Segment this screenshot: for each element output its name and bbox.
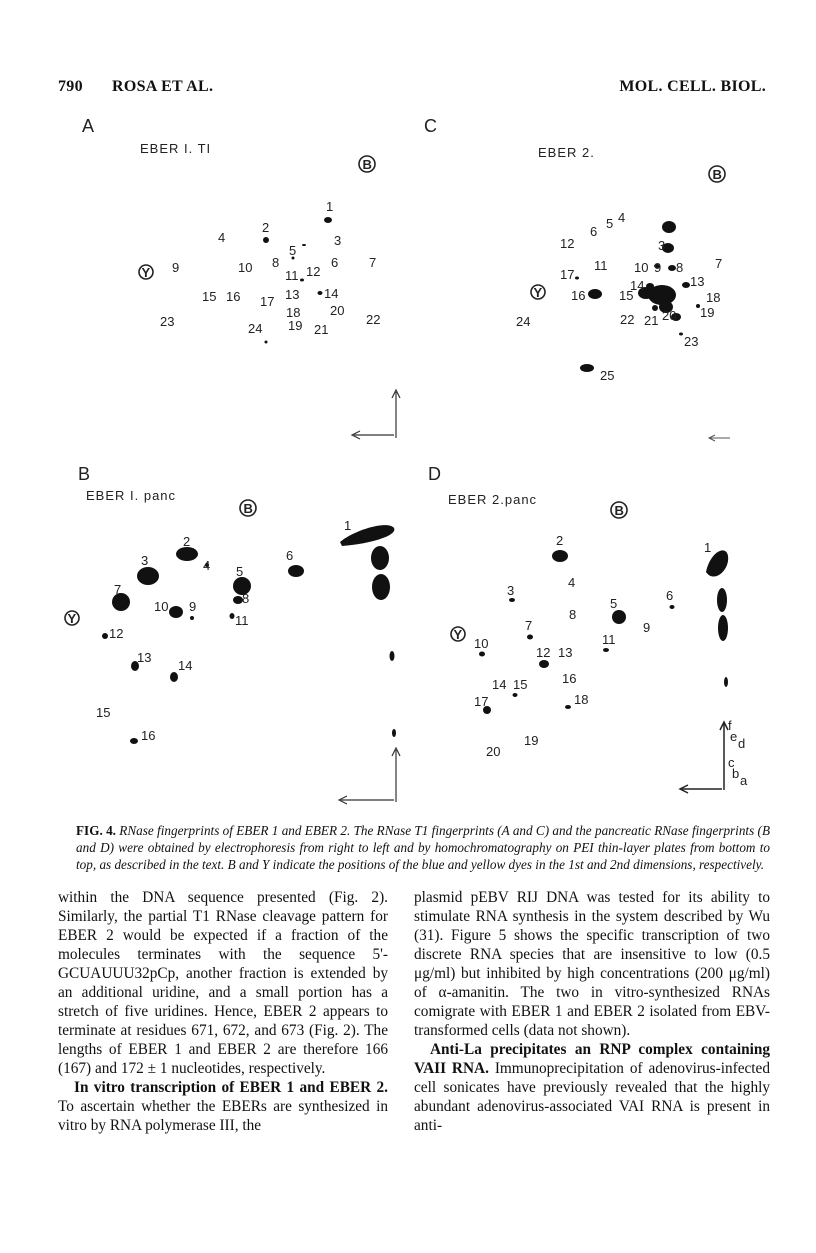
blue-dye-marker xyxy=(359,156,375,172)
figure-caption-lead: FIG. 4. xyxy=(76,823,116,838)
svg-text:B: B xyxy=(362,157,372,172)
panel-d-title: EBER 2.panc xyxy=(448,492,538,507)
spot-c-19: 19 xyxy=(700,305,715,320)
spot-c-4: 4 xyxy=(618,210,626,225)
spot-b-5: 5 xyxy=(236,564,244,579)
spot-a-10: 10 xyxy=(238,260,253,275)
spot-d-6: 6 xyxy=(666,588,674,603)
spot-c-15: 15 xyxy=(619,288,634,303)
ladder-labels-d xyxy=(728,718,748,788)
spot-a-7: 7 xyxy=(369,255,377,270)
running-head-journal: MOL. CELL. BIOL. xyxy=(619,78,766,95)
direction-arrows-a xyxy=(352,390,400,439)
figure-caption-text: RNase fingerprints of EBER 1 and EBER 2. The RNase T1 fingerprints (A and C) and the pancreatic RNase fingerprints (B and D) were obtained by electrophoresis from right to left and by homochromatography on PEI thin-layer plates from bottom to top, as described in the text. B and Y indicate the positions of the blue and yellow dyes in the 1st and 2nd dimensions, respectively. xyxy=(76,823,771,872)
spot-c-17: 17 xyxy=(560,267,575,282)
spot-c-5: 5 xyxy=(606,216,614,231)
spot-c-8: 8 xyxy=(676,260,684,275)
spot-d-14: 14 xyxy=(492,677,507,692)
spot-a-12: 12 xyxy=(306,264,321,279)
spot-d-20: 20 xyxy=(486,744,501,759)
spot-c-13: 13 xyxy=(690,274,705,289)
svg-text:Y: Y xyxy=(67,611,77,626)
figure-panel-d xyxy=(410,460,760,812)
spot-d-12: 12 xyxy=(536,645,551,660)
svg-text:c: c xyxy=(728,755,735,770)
spot-a-11: 11 xyxy=(285,268,299,283)
panel-b-svg xyxy=(58,460,408,812)
svg-text:e: e xyxy=(730,729,738,744)
spot-c-23: 23 xyxy=(684,334,699,349)
spot-d-9: 9 xyxy=(643,620,651,635)
spot-d-2: 2 xyxy=(556,533,564,548)
blue-dye-marker xyxy=(611,502,627,518)
spot-d-10: 10 xyxy=(474,636,489,651)
svg-text:B: B xyxy=(243,501,253,516)
svg-text:f: f xyxy=(728,718,732,733)
spot-a-15: 15 xyxy=(202,289,217,304)
yellow-dye-marker xyxy=(139,265,153,280)
svg-text:Y: Y xyxy=(453,627,463,642)
spot-c-25: 25 xyxy=(600,368,615,383)
spot-c-24: 24 xyxy=(516,314,531,329)
figure-panel-a xyxy=(58,110,408,450)
section-heading-anti-la: Anti-La precipitates an RNP complex containing VAII RNA. xyxy=(414,1041,770,1077)
spot-a-21: 21 xyxy=(314,322,329,337)
spot-b-11: 11 xyxy=(235,613,249,628)
paragraph-right-1: plasmid pEBV RIJ DNA was tested for its ability to stimulate RNA synthesis in the system described by Wu (31). Figure 5 shows the specific transcription of two discrete RNA species that are insensitive to low (0.5 μg/ml) but inhibited by high concentrations (200 μg/ml) of α-amanitin. The two in vitro-synthesized RNAs comigrate with EBER 1 and EBER 2 isolated from EBV-transformed cells (data not shown). xyxy=(414,889,770,1039)
spot-d-3: 3 xyxy=(507,583,515,598)
figure-panel-b xyxy=(58,460,408,812)
spot-c-22: 22 xyxy=(620,312,635,327)
section-heading-in-vitro: In vitro transcription of EBER 1 and EBER 2. xyxy=(74,1079,388,1096)
spot-c-16: 16 xyxy=(571,288,586,303)
svg-text:b: b xyxy=(732,766,740,781)
spot-d-8: 8 xyxy=(569,607,577,622)
panel-b-label: B xyxy=(78,464,91,484)
panel-c-svg xyxy=(410,110,760,450)
spot-c-3: 3 xyxy=(658,238,666,253)
spot-d-18: 18 xyxy=(574,692,589,707)
svg-text:Y: Y xyxy=(141,265,151,280)
spot-b-4: 4 xyxy=(203,558,211,573)
spot-c-21: 21 xyxy=(644,313,659,328)
spot-a-6: 6 xyxy=(331,255,339,270)
panel-a-title: EBER I. TI xyxy=(140,141,212,156)
spot-d-11: 11 xyxy=(602,632,616,647)
spot-d-19: 19 xyxy=(524,733,539,748)
svg-text:d: d xyxy=(738,736,746,751)
svg-text:a: a xyxy=(740,773,748,788)
spot-c-9: 9 xyxy=(654,260,662,275)
spot-b-10: 10 xyxy=(154,599,169,614)
figure-caption xyxy=(76,822,770,873)
spot-a-4: 4 xyxy=(218,230,226,245)
spot-b-9: 9 xyxy=(189,599,197,614)
spot-a-3: 3 xyxy=(334,233,342,248)
spot-b-8: 8 xyxy=(242,591,250,606)
spot-b-2: 2 xyxy=(183,534,191,549)
spot-a-8: 8 xyxy=(272,255,280,270)
svg-text:B: B xyxy=(614,503,624,518)
spot-c-18: 18 xyxy=(706,290,721,305)
spot-d-7: 7 xyxy=(525,618,533,633)
direction-arrows-b xyxy=(339,748,400,804)
spot-a-1: 1 xyxy=(326,199,334,214)
text-column-right xyxy=(414,888,770,1135)
spot-a-17: 17 xyxy=(260,294,275,309)
spot-d-16: 16 xyxy=(562,671,577,686)
paragraph-left-2: In vitro transcription of EBER 1 and EBER 2. To ascertain whether the EBERs are synthesized in vitro by RNA polymerase III, the xyxy=(58,1079,388,1134)
spot-d-17: 17 xyxy=(474,694,489,709)
spot-d-15: 15 xyxy=(513,677,528,692)
spot-b-15: 15 xyxy=(96,705,111,720)
spot-c-7: 7 xyxy=(715,256,723,271)
spot-c-10: 10 xyxy=(634,260,649,275)
spot-b-7: 7 xyxy=(114,582,122,597)
spot-b-13: 13 xyxy=(137,650,152,665)
svg-text:Y: Y xyxy=(533,285,543,300)
direction-arrows-d xyxy=(680,722,728,793)
blue-dye-marker xyxy=(709,166,725,182)
panel-d-svg xyxy=(410,460,760,812)
spot-b-6: 6 xyxy=(286,548,294,563)
text-column-left xyxy=(58,888,388,1135)
spot-a-9: 9 xyxy=(172,260,180,275)
yellow-dye-marker xyxy=(451,627,465,642)
spot-a-24: 24 xyxy=(248,321,263,336)
spot-b-12: 12 xyxy=(109,626,124,641)
spot-c-11: 11 xyxy=(594,258,608,273)
page-number: 790 xyxy=(58,78,83,95)
spot-a-5: 5 xyxy=(289,243,297,258)
spot-a-13: 13 xyxy=(285,287,300,302)
spot-a-14: 14 xyxy=(324,286,339,301)
panel-d-label: D xyxy=(428,464,441,484)
paragraph-left-1: within the DNA sequence presented (Fig. 2). Similarly, the partial T1 RNase cleavage pattern for EBER 2 would be expected if a fraction of the molecules terminates with the sequence 5'-GCUAUUU32pCp, another fraction is extended by an additional uridine, and a small portion has a stretch of five uridines. Hence, EBER 2 appears to terminate at residues 671, 672, and 673 (Fig. 2). The lengths of EBER 1 and EBER 2 are therefore 166 (167) and 172 ± 1 nucleotides, respectively. xyxy=(58,889,388,1077)
yellow-dye-marker xyxy=(65,611,79,626)
spot-a-16: 16 xyxy=(226,289,241,304)
spot-c-20: 20 xyxy=(662,308,677,323)
spot-a-18: 18 xyxy=(286,305,301,320)
spot-d-13: 13 xyxy=(558,645,573,660)
spot-c-12: 12 xyxy=(560,236,575,251)
spot-a-2: 2 xyxy=(262,220,270,235)
paragraph-right-2: Anti-La precipitates an RNP complex containing VAII RNA. Immunoprecipitation of adenovirus-infected cell sonicates have previously revealed that the highly abundant adenovirus-associated VAI RNA is present in anti- xyxy=(414,1041,770,1134)
yellow-dye-marker xyxy=(531,285,545,300)
spot-b-14: 14 xyxy=(178,658,193,673)
spot-d-4: 4 xyxy=(568,575,576,590)
panel-c-label: C xyxy=(424,116,437,136)
spot-a-20: 20 xyxy=(330,303,345,318)
panel-a-label: A xyxy=(82,116,95,136)
spot-b-16: 16 xyxy=(141,728,156,743)
figure-panel-c xyxy=(410,110,760,450)
spot-d-1: 1 xyxy=(704,540,712,555)
panel-a-svg xyxy=(58,110,408,450)
spot-b-3: 3 xyxy=(141,553,149,568)
blue-dye-marker xyxy=(240,500,256,516)
spot-b-1: 1 xyxy=(344,518,352,533)
panel-b-title: EBER I. panc xyxy=(86,488,177,503)
panel-c-title: EBER 2. xyxy=(538,145,595,160)
spot-c-6: 6 xyxy=(590,224,598,239)
svg-text:B: B xyxy=(712,167,722,182)
spot-a-23: 23 xyxy=(160,314,175,329)
spot-a-22: 22 xyxy=(366,312,381,327)
running-head-authors: ROSA ET AL. xyxy=(112,78,214,95)
spot-a-19: 19 xyxy=(288,318,303,333)
spot-d-5: 5 xyxy=(610,596,618,611)
spot-c-14: 14 xyxy=(630,278,645,293)
direction-arrow-c xyxy=(709,435,730,441)
